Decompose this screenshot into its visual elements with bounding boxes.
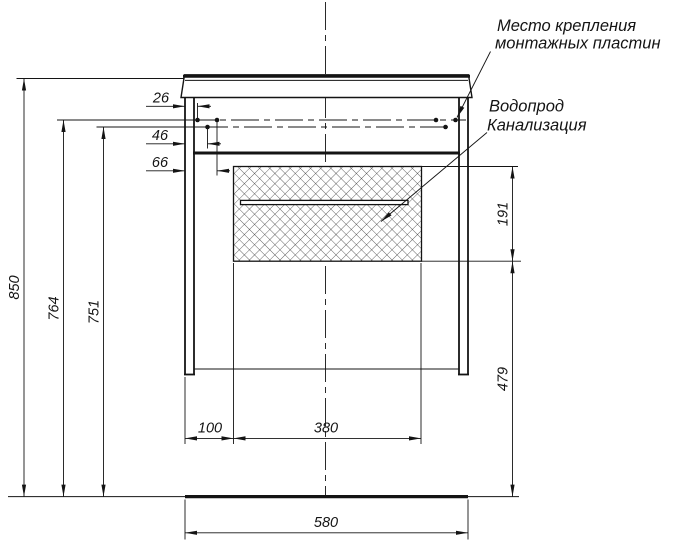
dim-479 <box>496 261 515 496</box>
dim-191 <box>496 167 515 262</box>
dim-751-label: 751 <box>86 299 103 325</box>
dim-850-arrow-bottom <box>22 485 26 497</box>
hatched-opening <box>234 167 422 262</box>
dim-66-label: 66 <box>151 155 169 171</box>
dim-26-arrow-right <box>198 104 210 108</box>
dim-764 <box>47 120 66 497</box>
countertop-profile <box>181 75 472 98</box>
dim-191-arrow-top <box>510 167 514 179</box>
mounting-point-right-1 <box>453 118 458 123</box>
dim-764-label: 764 <box>46 296 63 321</box>
dim-751 <box>87 127 106 497</box>
callout-plumbing-line1: Водопрод <box>489 97 565 116</box>
dim-380-arrow-left <box>234 436 246 440</box>
dim-100 <box>185 421 234 441</box>
dim-380 <box>234 421 422 441</box>
dim-100-arrow-left <box>185 436 197 440</box>
dim-46-arrow-left <box>173 142 185 146</box>
dim-100-arrow-right <box>222 436 234 440</box>
dim-26-arrow-left <box>173 104 185 108</box>
callout-mounting-line1: Место крепления <box>497 17 637 35</box>
dim-26-label: 26 <box>152 90 170 107</box>
dim-66-arrow-left <box>173 169 185 173</box>
callout-mounting-line2: монтажных пластин <box>495 34 661 53</box>
dim-479-arrow-bottom <box>510 485 514 497</box>
callout-mounting-arrow <box>457 106 464 118</box>
dim-191-arrow-bottom <box>510 249 514 261</box>
dim-850-label: 850 <box>7 275 23 300</box>
dim-580-label: 580 <box>313 515 339 531</box>
dim-850 <box>7 79 26 497</box>
dim-580 <box>185 515 468 535</box>
dim-479-label: 479 <box>495 366 512 392</box>
dim-191-label: 191 <box>495 201 512 227</box>
dim-764-arrow-top <box>61 120 65 132</box>
dim-764-arrow-bottom <box>61 485 65 497</box>
dim-380-label: 380 <box>313 420 339 437</box>
mounting-point-right-3 <box>434 118 439 123</box>
dim-46-label: 46 <box>151 128 169 144</box>
dim-46 <box>146 128 221 146</box>
dim-751-arrow-bottom <box>101 485 105 497</box>
mounting-point-right-2 <box>443 125 448 130</box>
mounting-rail-bar <box>241 200 409 204</box>
dim-850-arrow-top <box>22 79 26 91</box>
mounting-lines <box>187 118 466 130</box>
dim-66-arrow-right <box>217 169 229 173</box>
dim-46-arrow-right <box>208 142 220 146</box>
dim-580-arrow-right <box>456 531 468 535</box>
dim-580-arrow-left <box>185 531 197 535</box>
dim-380-arrow-right <box>409 436 421 440</box>
dim-751-arrow-top <box>101 127 105 139</box>
dim-100-label: 100 <box>197 420 223 437</box>
dim-479-arrow-top <box>510 261 514 273</box>
callout-plumbing-line2: Канализация <box>487 116 587 135</box>
plumbing-opening <box>234 167 422 262</box>
